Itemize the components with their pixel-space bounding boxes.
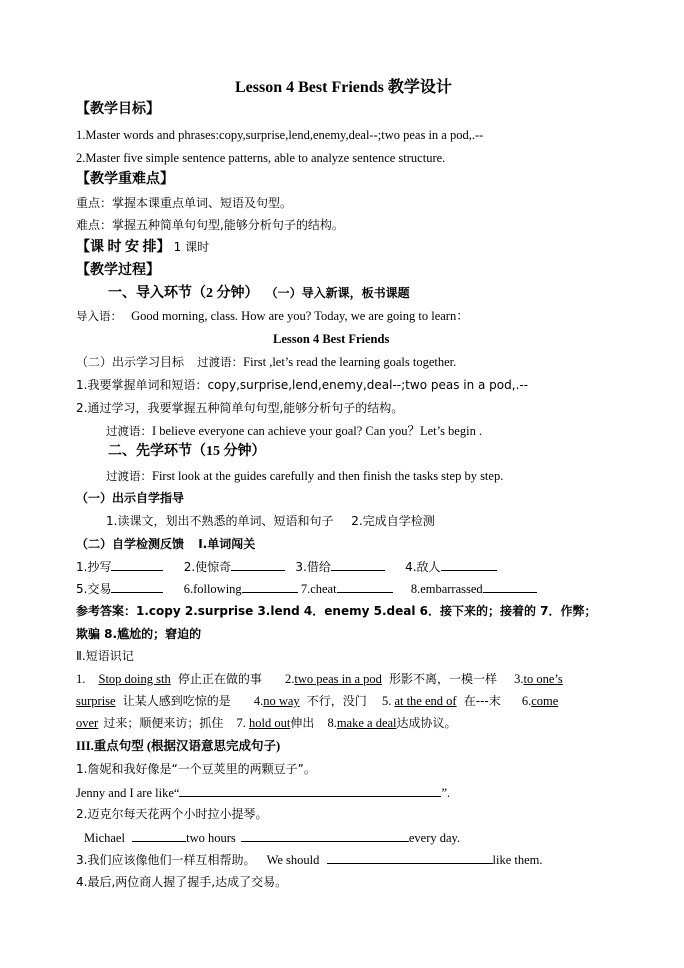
blank-line: [327, 851, 493, 864]
phrase-6-num: 6.: [521, 694, 532, 708]
sentence-2-en: [84, 829, 460, 846]
transition-line-3: [106, 468, 503, 484]
phrase-2-cn: 形影不离，一模一样: [389, 672, 498, 686]
lead-line: [76, 308, 469, 324]
goal-item-2: 2.Master five simple sentence patterns, able to analyze sentence structure.: [76, 151, 446, 165]
phrase-4-en: no way: [263, 694, 300, 708]
blank-line: [111, 580, 163, 593]
sentence-2-en-c: every day.: [408, 831, 461, 845]
phrase-8-num: 8.: [327, 716, 337, 730]
schedule-heading: 【课 时 安 排】: [76, 240, 171, 255]
blank-line: [132, 829, 186, 842]
blank-line: [179, 784, 441, 797]
phrase-2-en: two peas in a pod: [294, 672, 382, 686]
word-item-5: 5.交易: [76, 582, 112, 596]
step1-line: [108, 285, 410, 303]
phrases-line-1: [76, 671, 563, 687]
step1-title: 一、导入环节（2 分钟）: [108, 286, 259, 301]
feedback-line: [76, 536, 255, 552]
goal-show-line: [76, 354, 456, 370]
step2-title: 二、先学环节（15 分钟）: [108, 444, 266, 459]
sentence-1-en-a: Jenny and I are like“: [76, 786, 180, 800]
phrase-1-en: Stop doing sth: [98, 672, 171, 686]
sentence-3-line: [76, 851, 543, 868]
goals-heading: 【教学目标】: [76, 102, 160, 117]
transition-label-3: 过渡语：: [106, 469, 152, 483]
document-title: Lesson 4 Best Friends 教学设计: [235, 79, 452, 96]
phrases-heading: Ⅱ.短语识记: [76, 649, 134, 663]
blank-line: [337, 580, 393, 593]
sentences-heading: III.重点句型 (根据汉语意思完成句子): [76, 739, 281, 753]
guide-heading: （一）出示自学指导: [76, 491, 185, 505]
phrase-7-en: hold out: [248, 716, 291, 730]
phrase-6-cn: 过来；顺便来访；抓住: [103, 716, 224, 730]
sentence-1-en-b: ”.: [441, 786, 451, 800]
goal-show-heading: （二）出示学习目标: [76, 355, 185, 369]
phrase-3-cn: 让某人感到吃惊的是: [122, 694, 231, 708]
sentence-3-cn: 3.我们应该像他们一样互相帮助。: [76, 853, 256, 867]
phrase-4-cn: 不行，没门: [306, 694, 367, 708]
sentence-2-en-a: Michael: [84, 831, 125, 845]
blank-line: [241, 829, 409, 842]
phrases-line-3: [76, 715, 457, 731]
key-point-focus: 重点：掌握本课重点单词、短语及句型。: [76, 196, 293, 210]
key-point-difficulty: 难点：掌握五种简单句句型,能够分析句子的结构。: [76, 218, 344, 232]
key-points-heading: 【教学重难点】: [76, 172, 174, 187]
lesson-center-title: Lesson 4 Best Friends: [273, 332, 390, 346]
transition-text-1: First ,let’s read the learning goals together.: [243, 355, 457, 369]
phrase-5-num: 5.: [381, 694, 392, 708]
blank-line: [231, 558, 285, 571]
answers-line-2: 欺骗 8.尴尬的；窘迫的: [76, 627, 202, 641]
phrase-8-cn: 达成协议。: [396, 716, 457, 730]
guide-line: [106, 513, 435, 529]
phrase-7-num: 7.: [236, 716, 246, 730]
transition-text-2: I believe everyone can achieve your goal? Can you？Let’s begin .: [152, 424, 483, 438]
phrase-2-num: 2.: [285, 672, 295, 686]
step1-subtitle: （一）导入新课，板书课题: [265, 286, 410, 300]
word-item-2: 2.使惊奇: [183, 560, 232, 574]
phrase-7-cn: 伸出: [290, 716, 315, 730]
phrase-8-en: make a deal: [336, 716, 397, 730]
schedule-value: 1 课时: [173, 240, 210, 254]
transition-text-3: First look at the guides carefully and then finish the tasks step by step.: [152, 469, 504, 483]
transition-label-2: 过渡语：: [106, 424, 152, 438]
word-item-7: 7.cheat: [300, 582, 337, 596]
phrase-5-en: at the end of: [394, 694, 457, 708]
blank-line: [331, 558, 385, 571]
blank-line: [441, 558, 497, 571]
phrases-line-2: [76, 693, 558, 709]
phrase-4-num: 4.: [253, 694, 264, 708]
blank-line: [242, 580, 298, 593]
transition-line-2: [106, 423, 482, 439]
transition-label-1: 过渡语：: [197, 355, 244, 369]
sentence-3-en-b: like them.: [492, 853, 543, 867]
schedule-line: [76, 239, 209, 257]
sentence-1-cn: 1.詹妮和我好像是“一个豆荚里的两颗豆子”。: [76, 762, 316, 776]
words-row-1: [76, 558, 497, 575]
blank-line: [111, 558, 163, 571]
sentence-2-cn: 2.迈克尔每天花两个小时拉小提琴。: [76, 807, 268, 821]
learning-goal-2: 2.通过学习，我要掌握五种简单句句型,能够分析句子的结构。: [76, 401, 404, 415]
goal-item-1: 1.Master words and phrases:copy,surprise,lend,enemy,deal--;two peas in a pod,.--: [76, 128, 484, 142]
sentence-2-en-b: two hours: [186, 831, 236, 845]
word-item-4: 4.敌人: [405, 560, 441, 574]
phrase-5-cn: 在---末: [463, 694, 501, 708]
phrase-3-num: 3.: [514, 672, 524, 686]
process-heading: 【教学过程】: [76, 263, 160, 278]
phrase-6-en-a: come: [531, 694, 559, 708]
lead-label: 导入语：: [76, 309, 122, 323]
guide-text: 1.读课文，划出不熟悉的单词、短语和句子: [106, 514, 334, 528]
words-row-2: [76, 580, 537, 597]
phrase-6-en-b: over: [76, 716, 99, 730]
sentence-1-en: [76, 784, 450, 801]
phrase-3-en-a: to one’s: [523, 672, 563, 686]
phrase-3-en-b: surprise: [76, 694, 116, 708]
blank-line: [483, 580, 537, 593]
word-item-1: 1.抄写: [76, 560, 112, 574]
sentence-3-en-a: We should: [266, 853, 320, 867]
phrase-1-num: 1.: [76, 672, 86, 686]
feedback-heading: （二）自学检测反馈: [76, 537, 185, 551]
word-item-8: 8.embarrassed: [410, 582, 483, 596]
word-item-3: 3.借给: [295, 560, 331, 574]
sentence-4-cn: 4.最后,两位商人握了握手,达成了交易。: [76, 875, 288, 889]
phrase-1-cn: 停止正在做的事: [177, 672, 262, 686]
guide-text-2: 2.完成自学检测: [351, 514, 435, 528]
answers-line-1: 参考答案：1.copy 2.surprise 3.lend 4．enemy 5.deal 6．接下来的；接着的 7．作弊；: [76, 604, 597, 618]
lead-text: Good morning, class. How are you? Today, we are going to learn：: [131, 309, 469, 323]
word-item-6: 6.following: [183, 582, 242, 596]
feedback-part: Ⅰ.单词闯关: [198, 537, 256, 551]
learning-goal-1: 1.我要掌握单词和短语：copy,surprise,lend,enemy,deal--;two peas in a pod,.--: [76, 378, 529, 392]
